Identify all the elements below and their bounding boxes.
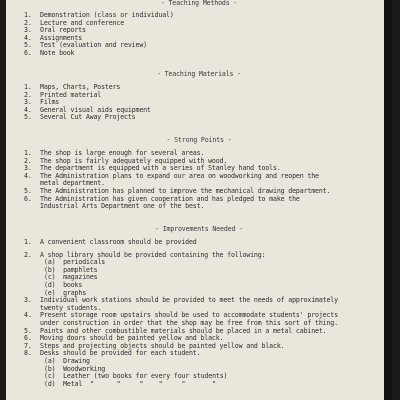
sub-item: (c) Leather (two books for every four students) <box>44 372 228 381</box>
sub-item: (d) books <box>44 280 83 289</box>
list-item-continuation: under construction in order that the shop may be free from this sort of thing. <box>40 318 338 327</box>
list-item: 2. A shop library should be provided containing the following: <box>24 250 266 259</box>
teaching-methods-list <box>24 12 384 58</box>
improvements-needed-title: - Improvements Needed - <box>155 225 243 233</box>
list-item: 3. Films <box>24 98 60 107</box>
sub-item: (b) Woodworking <box>44 364 106 373</box>
list-item: 2. Printed material <box>24 90 102 99</box>
list-item: 5. Paints and other combustible materials should be placed in a metal cabinet. <box>24 326 327 335</box>
strong-points-list <box>24 150 384 211</box>
list-item: 1. Maps, Charts, Posters <box>24 83 121 91</box>
list-item: 1. A convenient classroom should be provided <box>24 238 197 246</box>
list-item: 3. The department is equipped with a series of Stanley hand tools. <box>24 164 281 173</box>
list-item: 4. The Administration plans to expand our area on woodworking and reopen the <box>24 171 319 180</box>
list-item: 5. Several Cut Away Projects <box>24 113 136 122</box>
list-item: 1. Demonstration (class or individual) <box>24 11 174 19</box>
list-item: 6. Note book <box>24 48 75 57</box>
sub-item: (a) Drawing <box>44 356 90 365</box>
list-item-continuation: metal department. <box>40 179 105 188</box>
improvements-needed-list <box>24 239 384 388</box>
sub-item: (c) magazines <box>44 273 98 282</box>
list-item: 2. Lecture and conference <box>24 18 125 27</box>
list-item: 4. Present storage room upstairs should be used to accommodate students' projects <box>24 311 338 320</box>
list-item-continuation: Industrial Arts Department one of the best. <box>40 202 205 211</box>
teaching-materials-title: - Teaching Materials - <box>156 70 242 78</box>
list-item: 2. The shop is fairly adequately equipped with wood. <box>24 156 228 165</box>
teaching-methods-title: - Teaching Methods - <box>160 0 238 7</box>
list-item: 3. Individual work stations should be provided to meet the needs of approximately <box>24 296 338 305</box>
list-item: 5. The Administration has planned to improve the mechanical drawing department. <box>24 186 331 195</box>
list-item: 6. The Administration has given cooperation and has pledged to make the <box>24 194 300 203</box>
list-item: 3. Oral reports <box>24 26 86 35</box>
list-item: 4. Assignments <box>24 33 83 42</box>
strong-points-title: - Strong Points - <box>166 136 232 144</box>
list-item: 5. Test (evaluation and review) <box>24 41 147 50</box>
list-item-continuation: twenty students. <box>40 303 102 312</box>
sub-item: (d) Metal " " " " " " <box>44 379 216 388</box>
list-item: 6. Moving doors should be painted yellow and black. <box>24 334 224 343</box>
document-page <box>6 0 392 400</box>
list-item: 7. Steps and projecting objects should be painted yellow and black. <box>24 341 285 350</box>
page-edge-shadow <box>384 0 392 400</box>
list-item: 4. General visual aids equipment <box>24 105 151 114</box>
sub-item: (e) graphs <box>44 288 87 297</box>
teaching-materials-list <box>24 84 384 122</box>
list-item: 1. The shop is large enough for several areas. <box>24 149 205 157</box>
list-item: 8. Desks should be provided for each student. <box>24 349 201 358</box>
sub-item: (b) pamphlets <box>44 265 98 274</box>
sub-item: (a) periodicals <box>44 258 106 267</box>
